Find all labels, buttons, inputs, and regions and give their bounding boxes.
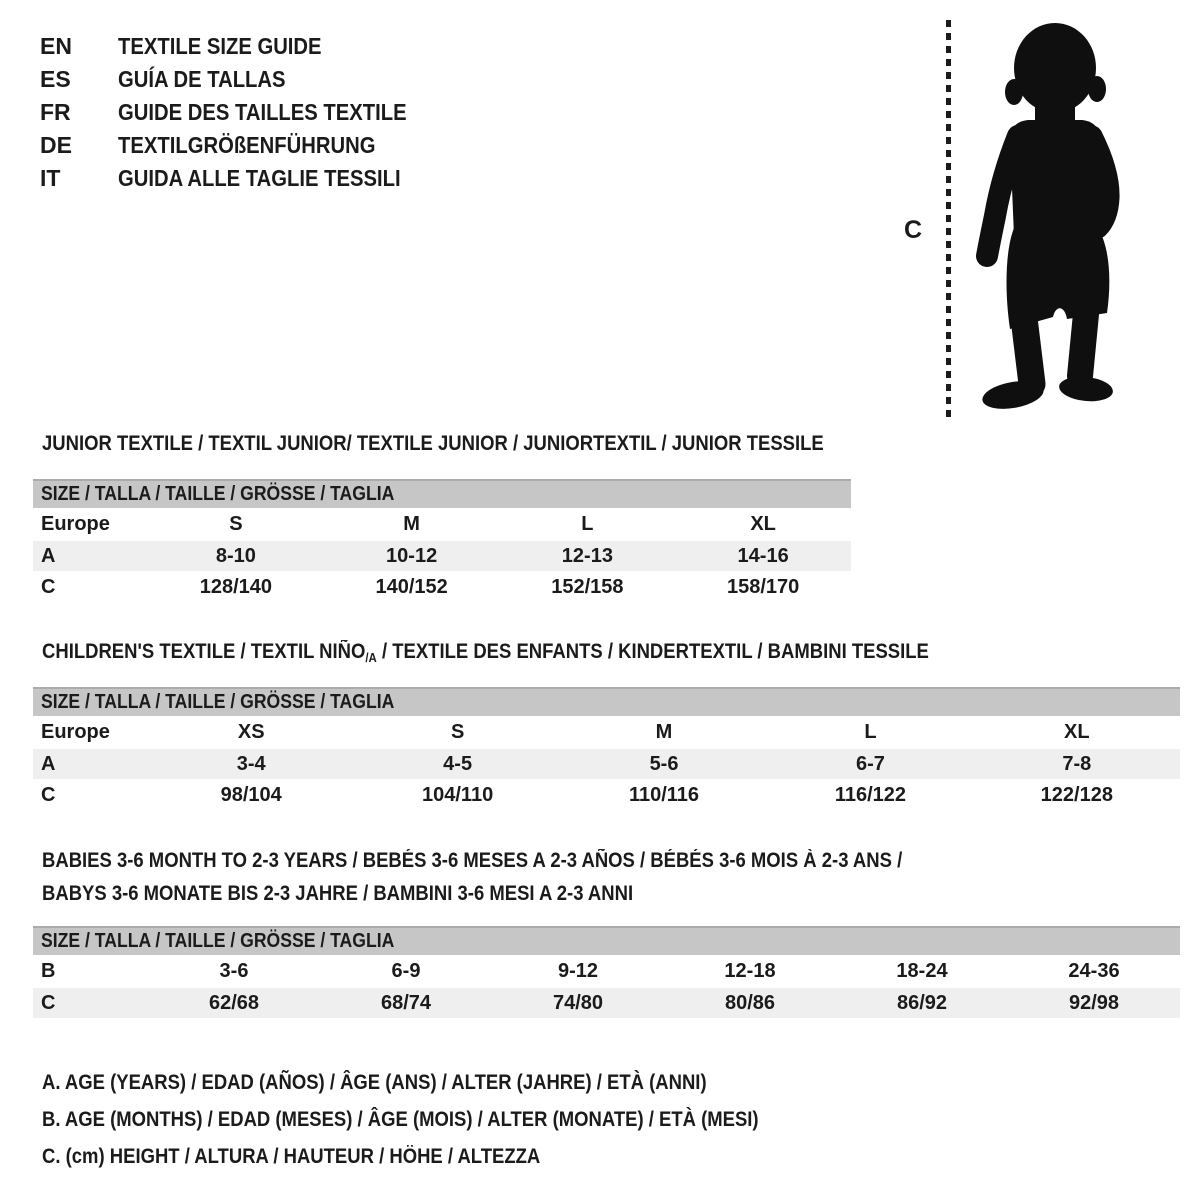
table-row-age-years	[33, 541, 851, 571]
cell: 18-24	[896, 960, 948, 982]
section-title-text	[42, 640, 929, 665]
cell: 9-12	[557, 960, 599, 982]
size-header-label: SIZE / TALLA / TAILLE / GRÖSSE / TAGLIA	[41, 483, 395, 505]
children-size-table	[33, 687, 1180, 812]
language-code: IT	[40, 165, 61, 191]
legend-line-b	[42, 1101, 856, 1138]
cell: XL	[1064, 721, 1090, 743]
title-post: / TEXTILE DES ENFANTS / KINDERTEXTIL / BAMBINI TESSILE	[376, 640, 929, 663]
row-label: A	[41, 544, 56, 567]
language-code: DE	[40, 132, 72, 158]
cell: 158/170	[726, 576, 800, 598]
legend	[42, 1064, 856, 1175]
cell: 5-6	[649, 752, 679, 775]
cell: 68/74	[380, 991, 432, 1014]
language-label: GUIDE DES TAILLES TEXTILE	[118, 99, 407, 125]
row-label: Europe	[41, 513, 110, 535]
language-label: TEXTILGRÖßENFÜHRUNG	[118, 132, 376, 158]
legend-text: C. (cm) HEIGHT / ALTURA / HAUTEUR / HÖHE / ALTEZZA	[42, 1144, 541, 1168]
cell: 12-18	[724, 960, 776, 982]
cell: 80/86	[724, 991, 776, 1014]
legend-line-a	[42, 1064, 856, 1101]
cell: 6-7	[855, 752, 885, 775]
row-label: A	[41, 752, 56, 775]
cell: 3-6	[219, 960, 249, 982]
height-label-c: C	[904, 216, 923, 244]
table-row-age-months	[33, 955, 1180, 988]
size-header-label: SIZE / TALLA / TAILLE / GRÖSSE / TAGLIA	[41, 691, 395, 713]
section-title-junior	[42, 432, 930, 456]
cell: L	[864, 721, 877, 743]
size-header-bar	[33, 479, 851, 508]
title-pre: CHILDREN'S TEXTILE / TEXTIL NIÑO	[42, 640, 366, 663]
language-code: ES	[40, 66, 71, 92]
size-header-bar	[33, 926, 1180, 955]
language-row-es	[40, 63, 446, 96]
row-label: C	[41, 991, 56, 1014]
legend-text: B. AGE (MONTHS) / EDAD (MESES) / ÂGE (MOIS) / ALTER (MONATE) / ETÀ (MESI)	[42, 1107, 759, 1131]
legend-text: A. AGE (YEARS) / EDAD (AÑOS) / ÂGE (ANS) / ALTER (JAHRE) / ETÀ (ANNI)	[42, 1070, 707, 1094]
language-code: EN	[40, 33, 72, 59]
height-dashed-line	[946, 20, 951, 418]
cell: XL	[750, 513, 776, 535]
junior-size-table	[33, 479, 851, 604]
cell: XS	[237, 721, 265, 743]
language-code: FR	[40, 99, 71, 125]
cell: 24-36	[1068, 960, 1120, 982]
cell: 8-10	[215, 544, 256, 567]
section-title-babies	[42, 844, 1020, 910]
toddler-silhouette-icon	[958, 16, 1143, 418]
language-label: GUÍA DE TALLAS	[118, 66, 286, 92]
table-row-sizes	[33, 508, 851, 541]
cell: 14-16	[737, 544, 789, 567]
table-row-age-years	[33, 749, 1180, 779]
cell: 98/104	[220, 784, 282, 806]
title-subscript: /A	[365, 650, 377, 665]
cell: S	[450, 721, 465, 743]
cell: 152/158	[551, 576, 624, 598]
cell: 4-5	[443, 752, 473, 775]
row-label: Europe	[41, 721, 110, 743]
cell: 6-9	[391, 960, 421, 982]
cell: 62/68	[208, 991, 260, 1014]
size-header-label: SIZE / TALLA / TAILLE / GRÖSSE / TAGLIA	[41, 930, 395, 952]
section-title-children	[42, 640, 1050, 665]
table-row-height	[33, 988, 1180, 1018]
language-row-it	[40, 162, 446, 195]
cell: 128/140	[199, 576, 273, 598]
size-header-bar	[33, 687, 1180, 716]
cell: 104/110	[422, 784, 494, 806]
cell: 7-8	[1062, 752, 1092, 775]
table-row-height	[33, 779, 1180, 812]
row-label: C	[41, 576, 56, 598]
language-row-de	[40, 129, 446, 162]
language-row-en	[40, 30, 446, 63]
cell: L	[581, 513, 594, 535]
cell: S	[229, 513, 243, 535]
section-title-line1: BABIES 3-6 MONTH TO 2-3 YEARS / BEBÉS 3-6 MESES A 2-3 AÑOS / BÉBÉS 3-6 MOIS À 2-3 ANS /	[42, 849, 903, 872]
babies-size-table	[33, 926, 1180, 1018]
table-row-sizes	[33, 716, 1180, 749]
cell: 122/128	[1040, 784, 1113, 806]
cell: 92/98	[1068, 991, 1120, 1014]
cell: M	[403, 513, 420, 535]
section-title-text: JUNIOR TEXTILE / TEXTIL JUNIOR/ TEXTILE JUNIOR / JUNIORTEXTIL / JUNIOR TESSILE	[42, 432, 824, 455]
cell: 140/152	[375, 576, 448, 598]
cell: 116/122	[834, 784, 907, 806]
cell: 74/80	[552, 991, 604, 1014]
table-row-height	[33, 571, 851, 604]
cell: 86/92	[896, 991, 948, 1014]
cell: 12-13	[561, 544, 613, 567]
language-list	[40, 30, 446, 195]
language-label: TEXTILE SIZE GUIDE	[118, 33, 322, 59]
cell: 110/116	[628, 784, 700, 806]
row-label: B	[41, 960, 56, 982]
legend-line-c	[42, 1138, 856, 1175]
language-label: GUIDA ALLE TAGLIE TESSILI	[118, 165, 401, 191]
language-row-fr	[40, 96, 446, 129]
cell: 10-12	[386, 544, 438, 567]
cell: M	[655, 721, 673, 743]
cell: 3-4	[236, 752, 266, 775]
section-title-line2: BABYS 3-6 MONATE BIS 2-3 JAHRE / BAMBINI 3-6 MESI A 2-3 ANNI	[42, 882, 634, 905]
row-label: C	[41, 784, 56, 806]
